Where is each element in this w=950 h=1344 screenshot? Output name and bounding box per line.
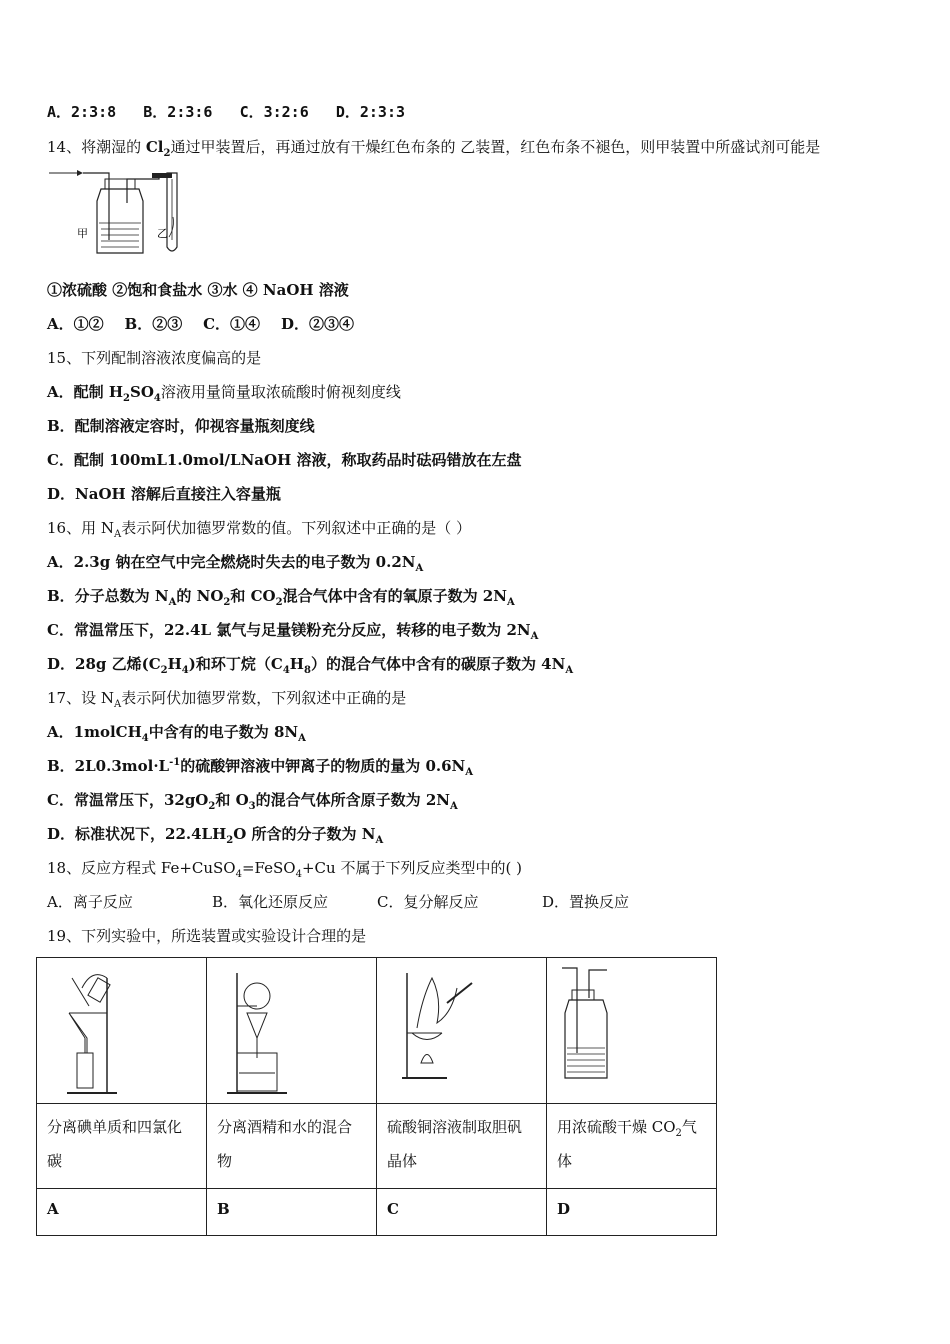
q17-option-a: A．1molCH$_4$中含有的电子数为 $8N_A$ [47, 723, 306, 744]
evaporation-apparatus-icon [377, 958, 546, 1103]
q18-option-c: C．复分解反应 [377, 893, 479, 911]
q19-cell-b-desc: 分离酒精和水的混合物 [207, 1104, 377, 1189]
q19-cell-d-image [547, 958, 717, 1104]
q14-option-d: D．②③④ [280, 315, 354, 333]
q16-option-c: C．常温常压下，22.4L 氯气与足量镁粉充分反应，转移的电子数为 $2N_A$ [47, 621, 539, 642]
q13-option-c: C．3:2:6 [239, 103, 309, 121]
separatory-funnel-icon [207, 958, 376, 1103]
q18-option-b: B．氧化还原反应 [212, 893, 329, 911]
q19-cell-b-image [207, 958, 377, 1104]
q15-option-b: B．配制溶液定容时，仰视容量瓶刻度线 [47, 417, 315, 435]
q14-option-c: C．①④ [203, 315, 261, 333]
q19-stem: 19、下列实验中，所选装置或实验设计合理的是 [47, 927, 367, 945]
q15-option-c: C．配制 100mL1.0mol/LNaOH 溶液，称取药品时砝码错放在左盘 [47, 451, 522, 469]
q17-option-d: D．标准状况下，$22.4LH_2O$ 所含的分子数为 $N_A$ [47, 825, 384, 846]
q13-option-d: D．2:3:3 [335, 103, 406, 121]
q19-cell-d-desc: 用浓硫酸干燥 $CO_2$气体 [547, 1104, 717, 1189]
q15-stem: 15、下列配制溶液浓度偏高的是 [47, 349, 262, 367]
q16-option-b: B．分子总数为 $N_A$的 $NO_2$和 $CO_2$混合气体中含有的氧原子数为 $2N_A$ [47, 587, 515, 608]
q14-apparatus-diagram [47, 165, 197, 260]
q19-cell-c-desc: 硫酸铜溶液制取胆矾晶体 [377, 1104, 547, 1189]
q19-cell-a-desc: 分离碘单质和四氯化碳 [37, 1104, 207, 1189]
q16-stem: 16、用 $N_A$表示阿伏加德罗常数的值。下列叙述中正确的是（ ） [47, 519, 471, 540]
q15-option-d: D．NaOH 溶解后直接注入容量瓶 [47, 485, 281, 503]
q15-option-a: A．配制 $H_2SO_4$溶液用量筒量取浓硫酸时俯视刻度线 [47, 383, 401, 404]
label-jia: 甲 [77, 227, 88, 240]
q19-cell-b-label: B [207, 1189, 377, 1236]
q13-options [47, 102, 405, 122]
filtration-apparatus-icon [37, 958, 206, 1103]
q17-stem: 17、设 $N_A$表示阿伏加德罗常数，下列叙述中正确的是 [47, 689, 407, 710]
q16-option-a: A．2.3g 钠在空气中完全燃烧时失去的电子数为 $0.2N_A$ [47, 553, 424, 574]
gas-washing-bottle-icon [547, 958, 716, 1103]
q13-option-a: A．2:3:8 [47, 103, 117, 121]
q18-stem: 18、反应方程式 Fe+CuSO$_4$=FeSO$_4$+Cu 不属于下列反应类型中的( ) [47, 859, 522, 880]
q19-table [36, 957, 717, 1236]
q17-option-c: C．常温常压下，$32gO_2$和 $O_3$的混合气体所含原子数为 $2N_A$ [47, 791, 458, 812]
q19-cell-c-image [377, 958, 547, 1104]
q13-option-b: B．2:3:6 [143, 103, 213, 121]
q19-cell-a-image [37, 958, 207, 1104]
q19-cell-d-label: D [547, 1189, 717, 1236]
label-yi: 乙 [157, 227, 168, 240]
q14-option-a: A．①② [47, 315, 104, 333]
q14-reagents: ①浓硫酸 ②饱和食盐水 ③水 ④ NaOH 溶液 [47, 281, 349, 299]
q14-options [47, 314, 354, 334]
q19-cell-a-label: A [37, 1189, 207, 1236]
q18-option-a: A．离子反应 [47, 893, 133, 911]
q16-option-d: D．28g 乙烯$(C_2H_4)$和环丁烷$(C_4H_8)$的混合气体中含有的碳原子数为 $4N_A$ [47, 655, 574, 676]
q17-option-b: B．$2L0.3mol\cdot L^{-1}$的硫酸钾溶液中钾离子的物质的量为 $0.6N_A$ [47, 757, 474, 778]
q14-option-b: B．②③ [124, 315, 183, 333]
q19-cell-c-label: C [377, 1189, 547, 1236]
q18-options [47, 892, 629, 912]
q14-stem: 14、将潮湿的 $Cl_2$通过甲装置后，再通过放有干燥红色布条的 乙装置，红色布条不褪色，则甲装置中所盛试剂可能是 [47, 138, 821, 159]
q18-option-d: D．置换反应 [542, 893, 630, 911]
